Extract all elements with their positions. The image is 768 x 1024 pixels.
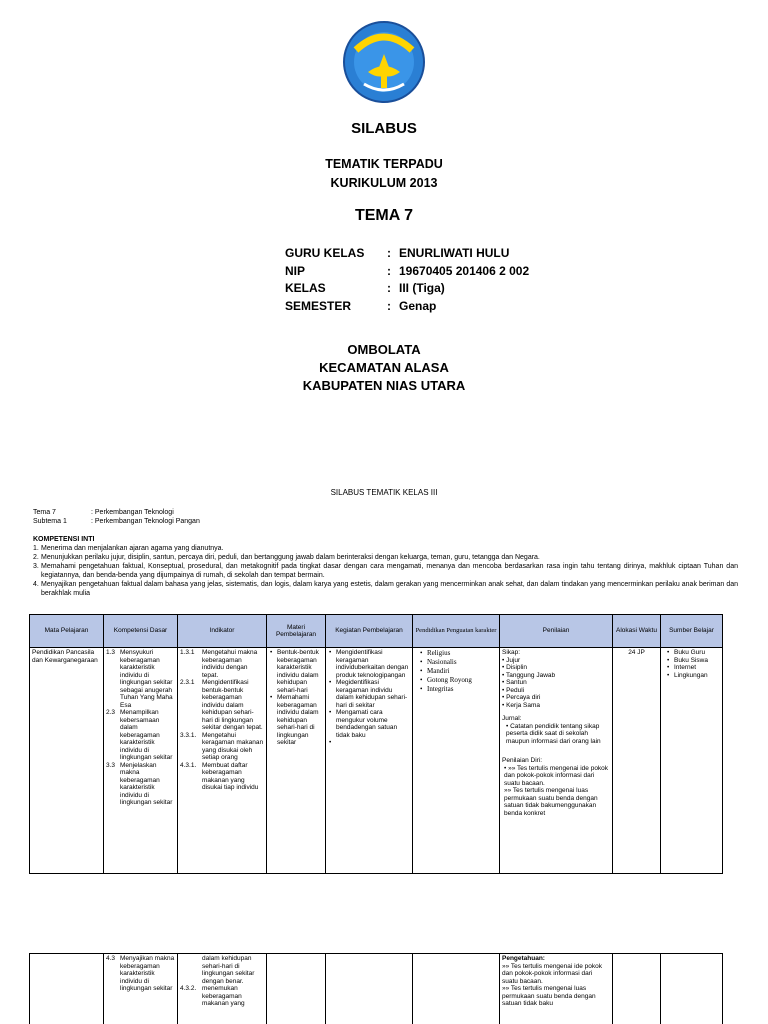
info-row-guru: GURU KELAS : ENURLIWATI HULU — [285, 245, 529, 263]
col-header: Penilaian — [500, 615, 613, 648]
cell-mapel: Pendidikan Pancasila dan Kewarganegaraan — [30, 648, 104, 874]
ki-item: 1. Menerima dan menjalankan ajaran agama yang dianutnya. — [33, 545, 224, 552]
info-key: GURU KELAS — [285, 246, 365, 260]
cell-materi — [267, 954, 326, 1024]
ki-item: 2. Menunjukkan perilaku jujur, disiplin, santun, percaya diri, peduli, dan bertanggung jawab dalam berinteraksi dengan keluarga, teman, guru, tetangga dan Negara. — [33, 554, 540, 561]
list-item: • Nasionalis — [419, 658, 497, 667]
table-row — [30, 954, 723, 1024]
list-item: • Mengidentifikasi keragaman individuberkaitan dengan produk teknologipangan — [328, 649, 410, 679]
col-header: Mata Pelajaran — [30, 615, 104, 648]
tema-value: : Perkembangan Teknologi — [91, 509, 174, 516]
subtema-value: : Perkembangan Teknologi Pangan — [91, 518, 200, 525]
info-key: SEMESTER — [285, 298, 352, 313]
list-item: • Religius — [419, 649, 497, 658]
silabus-table — [29, 614, 723, 874]
col-header: Sumber Belajar — [661, 615, 723, 648]
silabus-table-continued — [29, 953, 723, 1024]
cell-sumber — [661, 954, 723, 1024]
penilaian-jurnal-label: Jurnal: — [502, 715, 522, 722]
subtema-label: Subtema 1 — [33, 518, 67, 525]
cell-alokasi — [613, 954, 661, 1024]
penilaian-pengetahuan-label: Pengetahuan: — [502, 955, 545, 962]
list-item: • Internet — [666, 664, 720, 672]
tut-wuri-handayani-logo — [342, 20, 426, 104]
col-header: Pendidikan Penguatan karakter — [413, 615, 500, 648]
document-title: SILABUS — [351, 120, 417, 137]
list-item: • Mandiri — [419, 667, 497, 676]
table-header-row — [30, 615, 723, 648]
info-value: Genap — [399, 298, 437, 313]
ki-heading: KOMPETENSI INTI — [33, 536, 95, 543]
info-value: 19670405 201406 2 002 — [399, 263, 530, 278]
penilaian-diri-label: Penilaian Diri: — [502, 757, 543, 764]
list-item: • Mengamati cara mengukur volume bendadengan satuan tidak baku — [328, 709, 410, 739]
cell-karakter — [413, 954, 500, 1024]
info-key: KELAS — [285, 281, 326, 295]
info-value: ENURLIWATI HULU — [399, 246, 510, 260]
ki-item: 3. Memahami pengetahuan faktual, Konseptual, prosedural, dan metakognitif pada tingkat dasar dengan cara mengamati, menanya dan mencoba berdasarkan rasa ingin tahu tentang dirinya, makhluk ciptaan Tuhan dan kegiatannya, dan benda-benda yang dijumpainya di rumah, di sekolah dan tempat bermain. — [33, 563, 738, 579]
cell-sumber — [661, 648, 723, 874]
list-item: • Gotong Royong — [419, 676, 497, 685]
col-header: Alokasi Waktu — [613, 615, 661, 648]
info-key: NIP — [285, 263, 306, 278]
cell-alokasi: 24 JP — [613, 648, 661, 874]
silabus-kelas-title: SILABUS TEMATIK KELAS III — [330, 488, 438, 497]
list-item: • Integritas — [419, 685, 497, 694]
cell-indikator: 1.3.1 Mengetahui makna keberagaman individu dengan tepat. 2.3.1 Mengidentifikasi bentuk-bentuk keberagaman individu dalam kehidupan sehari-hari di lingkungan sekitar dengan tepat. 3.3.1. Mengetahui keragaman makanan yang disukai oleh setiap orang 4.3.1. Membuat daftar keberagaman makanan yang disukai tiap individu — [178, 648, 267, 874]
col-header: Materi Pembelajaran — [267, 615, 326, 648]
list-item: • Buku Siswa — [666, 657, 720, 665]
info-row-kelas: KELAS : III (Tiga) — [285, 280, 529, 298]
location-regency: KABUPATEN NIAS UTARA — [302, 378, 466, 393]
cell-kd: 1.3 Mensyukuri keberagaman karakteristik individu di lingkungan sekitar sebagai anugerah Tuhan Yang Maha Esa 2.3 Menampilkan kebersamaan dalam keberagaman karakteristik individu di lingkungan sekitar 3.3 Menjelaskan makna keberagaman karakteristik individu di lingkungan sekitar — [104, 648, 178, 874]
subtitle-kurikulum: KURIKULUM 2013 — [330, 176, 438, 190]
cell-penilaian: Sikap: • Jujur • Disiplin • Tanggung Jawab • Santun • Peduli • Percaya diri • Kerja Sama Jurnal: • Catatan pendidik tentang sikap peserta didik saat di sekolah maupun informasi dari orang lain Penilaian Diri: • »» Tes tertulis mengenai ide pokok dan pokok-pokok informasi dari suatu bacaan. »» Tes tertulis mengenai luas permukaan suatu benda dengan satuan tidak bakumenggunakan benda konkret — [500, 648, 613, 874]
info-value: III (Tiga) — [399, 281, 445, 295]
list-item: • Memahami keberagaman individu dalam kehidupan sehari-hari di lingkungan sekitar — [269, 694, 323, 747]
list-item: • Lingkungan — [666, 672, 720, 680]
col-header: Kegiatan Pembelajaran — [326, 615, 413, 648]
location-district: KECAMATAN ALASA — [319, 360, 449, 375]
cell-kegiatan — [326, 648, 413, 874]
col-header: Kompetensi Dasar — [104, 615, 178, 648]
list-item: • Megidentifikasi keragaman individu dalam kehidupan sehari-hari di sekitar — [328, 679, 410, 709]
info-row-nip: NIP : 19670405 201406 2 002 — [285, 263, 529, 281]
teacher-info — [285, 245, 529, 315]
kompetensi-inti — [33, 535, 738, 598]
tema-subtema-block — [33, 508, 200, 526]
cell-kd: 4.3 Menyajikan makna keberagaman karakteristik individu di lingkungan sekitar — [104, 954, 178, 1024]
cell-materi — [267, 648, 326, 874]
list-item: • Bentuk-bentuk keberagaman karakteristik individu dalam kehidupan sehari-hari — [269, 649, 323, 694]
tema-label: Tema 7 — [33, 509, 56, 516]
col-header: Indikator — [178, 615, 267, 648]
subtitle-tematik: TEMATIK TERPADU — [325, 157, 443, 171]
cell-karakter — [413, 648, 500, 874]
ki-item: 4. Menyajikan pengetahuan faktual dalam bahasa yang jelas, sistematis, dan logis, dalam karya yang estetis, dalam gerakan yang mencerminkan anak sehat, dan dalam tindakan yang mencerminkan perilaku anak beriman dan berakhlak mulia — [33, 581, 738, 597]
cell-mapel — [30, 954, 104, 1024]
table-row — [30, 648, 723, 874]
cell-penilaian: Pengetahuan: »» Tes tertulis mengenai ide pokok dan pokok-pokok informasi dari suatu bacaan. »» Tes tertulis mengenai luas permukaan suatu benda dengan satuan tidak baku — [500, 954, 613, 1024]
info-row-semester: SEMESTER : Genap — [285, 298, 529, 316]
penilaian-sikap-label: Sikap: — [502, 649, 521, 656]
list-item: • Buku Guru — [666, 649, 720, 657]
tema-heading: TEMA 7 — [354, 207, 414, 224]
cell-kegiatan — [326, 954, 413, 1024]
cell-indikator: dalam kehidupan sehari-hari di lingkungan sekitar dengan benar. 4.3.2. menemukan keberagaman makanan yang — [178, 954, 267, 1024]
location-village: OMBOLATA — [347, 342, 421, 357]
